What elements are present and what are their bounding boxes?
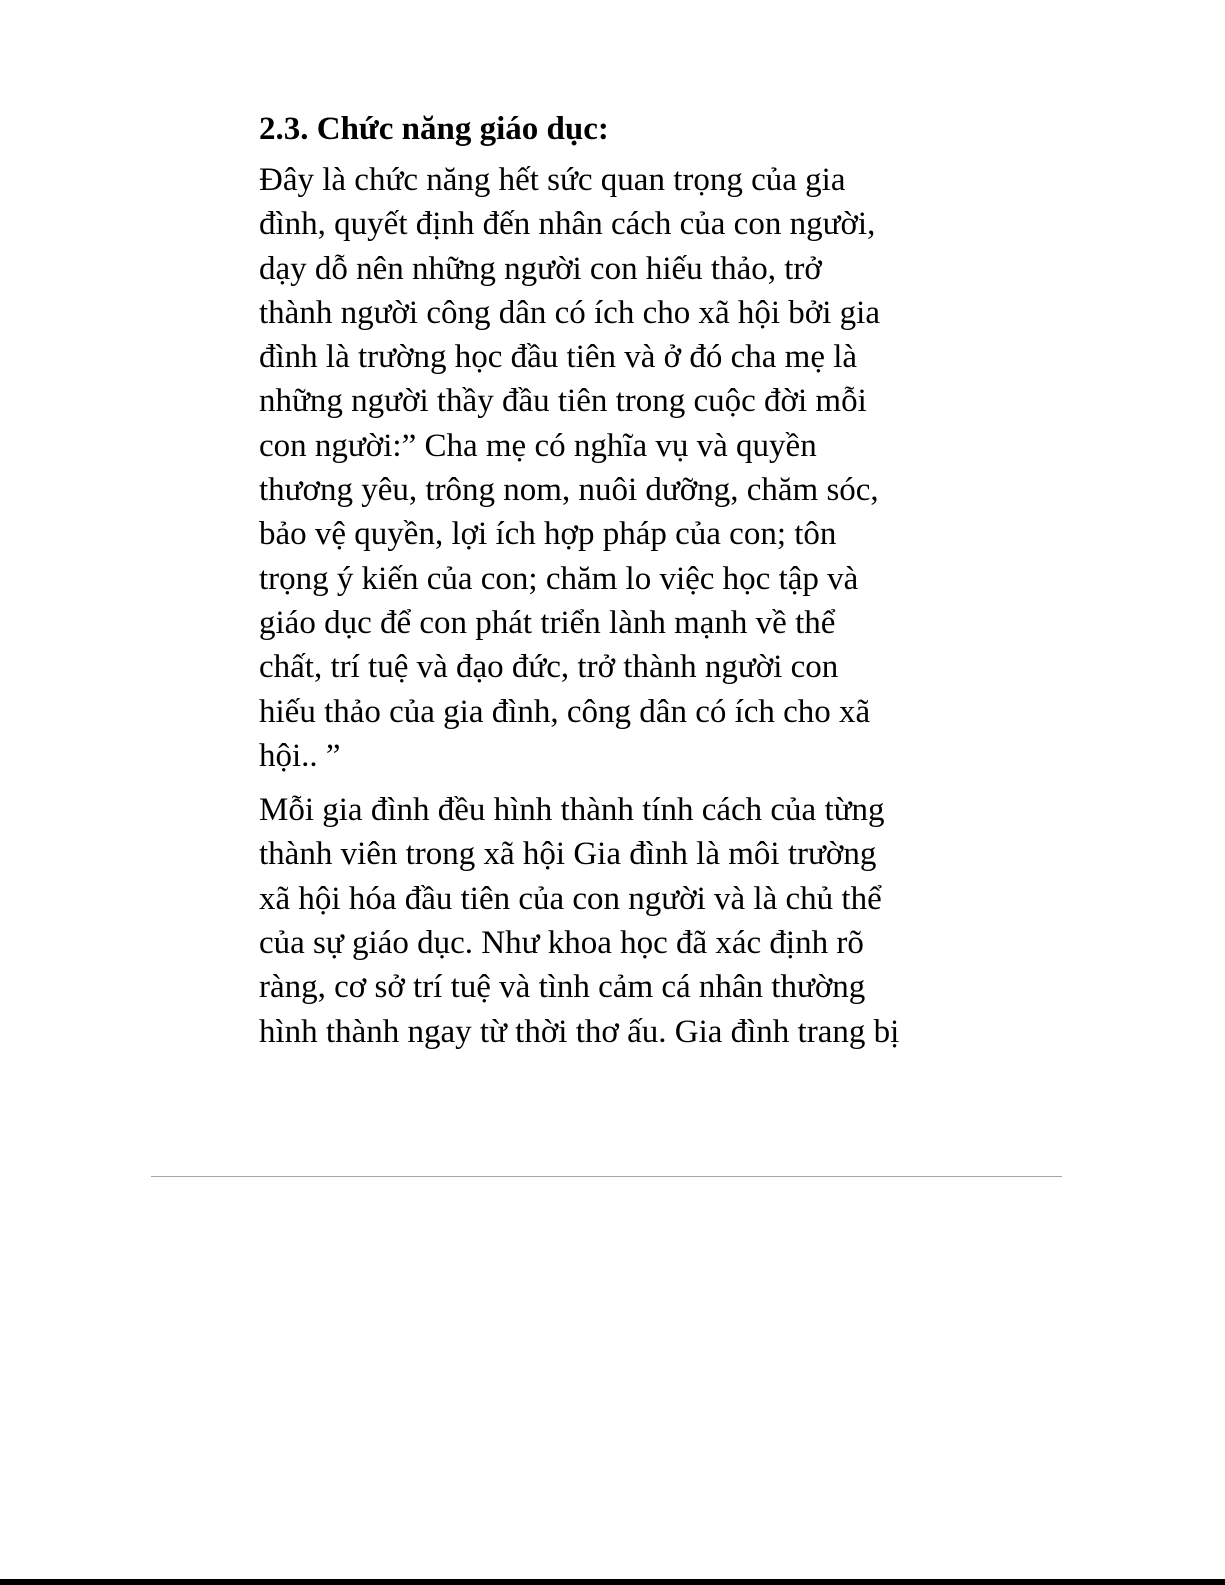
text-line: dạy dỗ nên những người con hiếu thảo, trở: [259, 250, 822, 287]
text-line: thành viên trong xã hội Gia đình là môi trường: [259, 836, 877, 873]
text-line: ràng, cơ sở trí tuệ và tình cảm cá nhân thường: [259, 969, 866, 1006]
text-line: đình, quyết định đến nhân cách của con người,: [259, 206, 876, 243]
paragraph-2: [259, 788, 979, 1054]
text-line: thương yêu, trông nom, nuôi dưỡng, chăm sóc,: [259, 472, 879, 509]
text-line: giáo dục để con phát triển lành mạnh về thể: [259, 604, 836, 641]
text-line: bảo vệ quyền, lợi ích hợp pháp của con; tôn: [259, 516, 837, 553]
text-line: hiếu thảo của gia đình, công dân có ích cho xã: [259, 693, 871, 730]
text-line: đình là trường học đầu tiên và ở đó cha mẹ là: [259, 339, 858, 376]
text-line: thành người công dân có ích cho xã hội bởi gia: [259, 294, 880, 331]
page-content: [259, 104, 979, 1064]
text-line: những người thầy đầu tiên trong cuộc đời mỗi: [259, 383, 867, 420]
text-line: Đây là chức năng hết sức quan trọng của gia: [259, 162, 846, 198]
bottom-edge-bar: [0, 1579, 1225, 1585]
text-line: xã hội hóa đầu tiên của con người và là chủ thể: [259, 880, 882, 917]
text-line: trọng ý kiến của con; chăm lo việc học tập và: [259, 560, 859, 597]
page-divider: [151, 1176, 1062, 1177]
paragraph-1: [259, 158, 979, 778]
text-line: hình thành ngay từ thời thơ ấu. Gia đình trang bị: [259, 1013, 900, 1050]
text-line: của sự giáo dục. Như khoa học đã xác định rõ: [259, 925, 864, 962]
section-heading: 2.3. Chức năng giáo dục:: [259, 111, 609, 147]
text-line: con người:” Cha mẹ có nghĩa vụ và quyền: [259, 427, 817, 464]
text-line: chất, trí tuệ và đạo đức, trở thành người con: [259, 649, 839, 686]
text-line: hội.. ”: [259, 737, 341, 774]
text-line: Mỗi gia đình đều hình thành tính cách của từng: [259, 792, 885, 829]
